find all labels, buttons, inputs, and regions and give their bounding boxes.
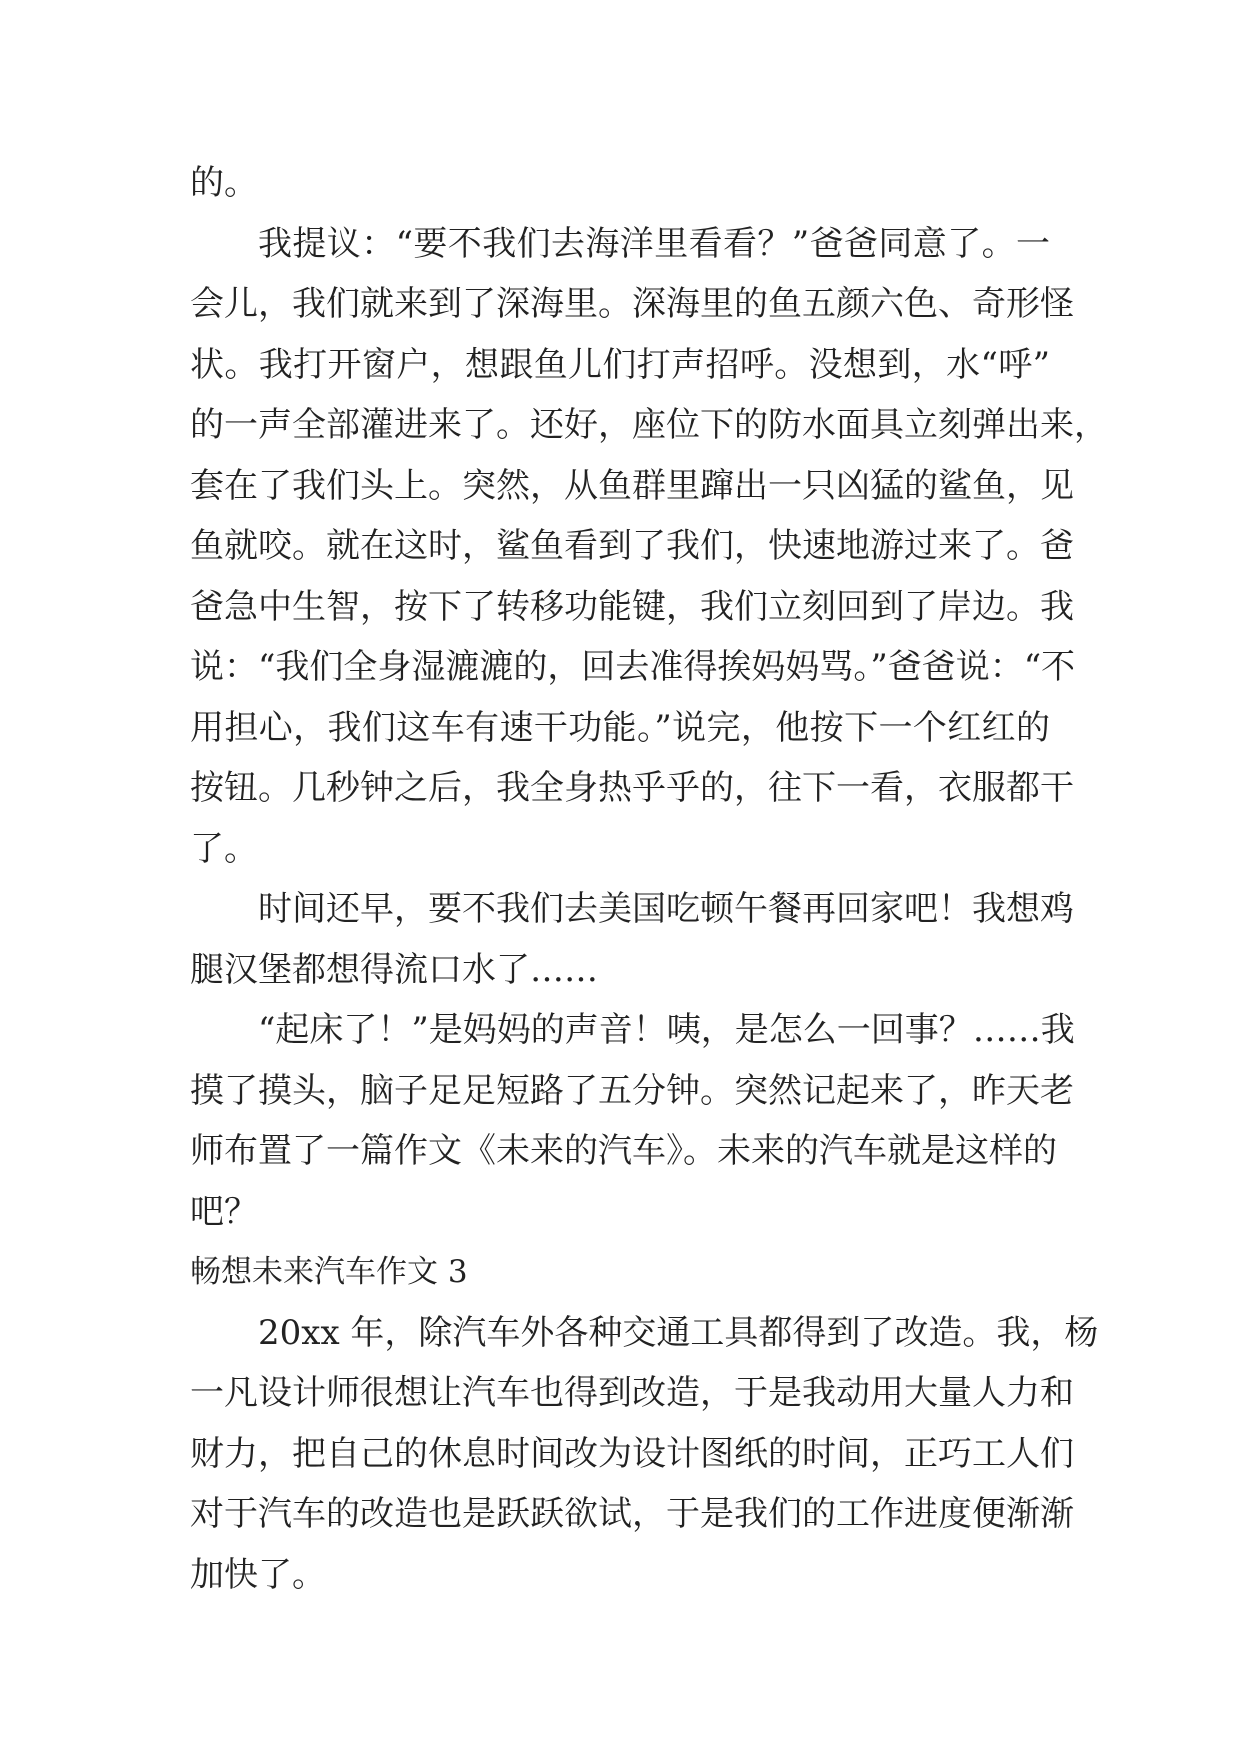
paragraph-line: 腿汉堡都想得流口水了……: [190, 949, 598, 990]
paragraph-line: 说：“我们全身湿漉漉的，回去准得挨妈妈骂。”爸爸说：“不: [190, 647, 1076, 687]
paragraph-line: 吧？: [190, 1191, 258, 1232]
paragraph-line: “起床了！”是妈妈的声音！咦，是怎么一回事？……我: [258, 1010, 1075, 1050]
paragraph-line: 会儿，我们就来到了深海里。深海里的鱼五颜六色、奇形怪: [190, 284, 1074, 324]
paragraph-line: 20xx 年，除汽车外各种交通工具都得到了改造。我，杨: [258, 1312, 1099, 1353]
paragraph-line: 状。我打开窗户，想跟鱼儿们打声招呼。没想到，水“呼”: [190, 344, 1050, 385]
document-body: [190, 153, 1108, 1605]
paragraph-line: 了。: [190, 828, 258, 869]
paragraph-line: 对于汽车的改造也是跃跃欲试，于是我们的工作进度便渐渐: [190, 1494, 1074, 1534]
paragraph-line: 师布置了一篇作文《未来的汽车》。未来的汽车就是这样的: [190, 1131, 1057, 1171]
paragraph-line: 用担心，我们这车有速干功能。”说完，他按下一个红红的: [190, 707, 1050, 748]
paragraph-line: 时间还早，要不我们去美国吃顿午餐再回家吧！我想鸡: [258, 889, 1074, 929]
section-heading: 畅想未来汽车作文 3: [190, 1254, 468, 1290]
paragraph-line: 财力，把自己的休息时间改为设计图纸的时间，正巧工人们: [190, 1433, 1074, 1474]
paragraph-line: 一凡设计师很想让汽车也得到改造，于是我动用大量人力和: [190, 1373, 1074, 1413]
paragraph-line: 的一声全部灌进来了。还好，座位下的防水面具立刻弹出来，: [190, 405, 1108, 445]
paragraph-line: 按钮。几秒钟之后，我全身热乎乎的，往下一看，衣服都干: [190, 768, 1074, 808]
paragraph-line: 的。: [190, 163, 258, 203]
paragraph-line: 鱼就咬。就在这时，鲨鱼看到了我们，快速地游过来了。爸: [190, 526, 1074, 566]
paragraph-line: 摸了摸头，脑子足足短路了五分钟。突然记起来了，昨天老: [190, 1070, 1074, 1111]
paragraph-line: 爸急中生智，按下了转移功能键，我们立刻回到了岸边。我: [190, 586, 1074, 627]
paragraph-line: 加快了。: [190, 1554, 326, 1595]
paragraph-line: 我提议：“要不我们去海洋里看看？”爸爸同意了。一: [258, 223, 1050, 264]
paragraph-line: 套在了我们头上。突然，从鱼群里蹿出一只凶猛的鲨鱼，见: [190, 465, 1074, 506]
